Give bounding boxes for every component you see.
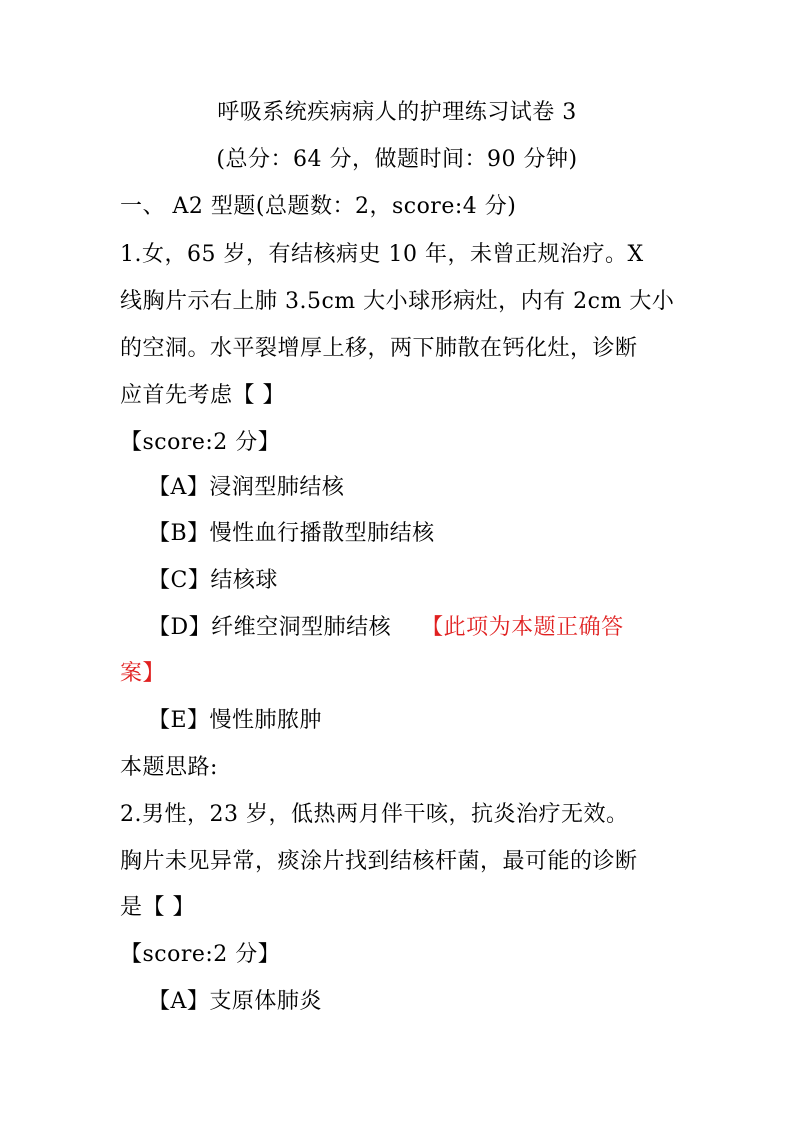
question-1-stem-line-1: 1.女，65 岁，有结核病史 10 年，未曾正规治疗。X xyxy=(120,242,644,267)
question-1-option-c: 【C】结核球 xyxy=(148,568,278,593)
question-1-option-e: 【E】慢性肺脓肿 xyxy=(148,708,323,733)
question-1-explanation-label: 本题思路: xyxy=(120,755,218,780)
question-1-option-b: 【B】慢性血行播散型肺结核 xyxy=(148,521,435,546)
correct-answer-marker: 【此项为本题正确答 xyxy=(421,615,624,640)
document-title: 呼吸系统疾病病人的护理练习试卷 3 xyxy=(217,100,577,125)
question-2-score: 【score:2 分】 xyxy=(120,942,281,967)
question-2-stem-line-1: 2.男性，23 岁，低热两月伴干咳，抗炎治疗无效。 xyxy=(120,802,629,827)
question-2-stem-line-3: 是【 】 xyxy=(120,895,195,920)
question-1-stem-line-4: 应首先考虑【 】 xyxy=(120,383,285,408)
section-heading: 一、 A2 型题(总题数：2，score:4 分) xyxy=(120,194,517,219)
question-1-stem-line-3: 的空洞。水平裂增厚上移，两下肺散在钙化灶，诊断 xyxy=(120,336,638,361)
question-1-score: 【score:2 分】 xyxy=(120,430,281,455)
question-1-option-d: 【D】纤维空洞型肺结核 xyxy=(148,615,392,640)
question-1-stem-line-2: 线胸片示右上肺 3.5cm 大小球形病灶，内有 2cm 大小 xyxy=(120,289,675,314)
question-2-option-a: 【A】支原体肺炎 xyxy=(148,989,322,1014)
question-1-option-a: 【A】浸润型肺结核 xyxy=(148,475,345,500)
document-subtitle: (总分：64 分，做题时间：90 分钟) xyxy=(216,147,578,172)
correct-answer-marker-continued: 案】 xyxy=(120,661,166,686)
question-1-option-d-row xyxy=(148,613,708,643)
question-2-stem-line-2: 胸片未见异常，痰涂片找到结核杆菌，最可能的诊断 xyxy=(120,849,638,874)
